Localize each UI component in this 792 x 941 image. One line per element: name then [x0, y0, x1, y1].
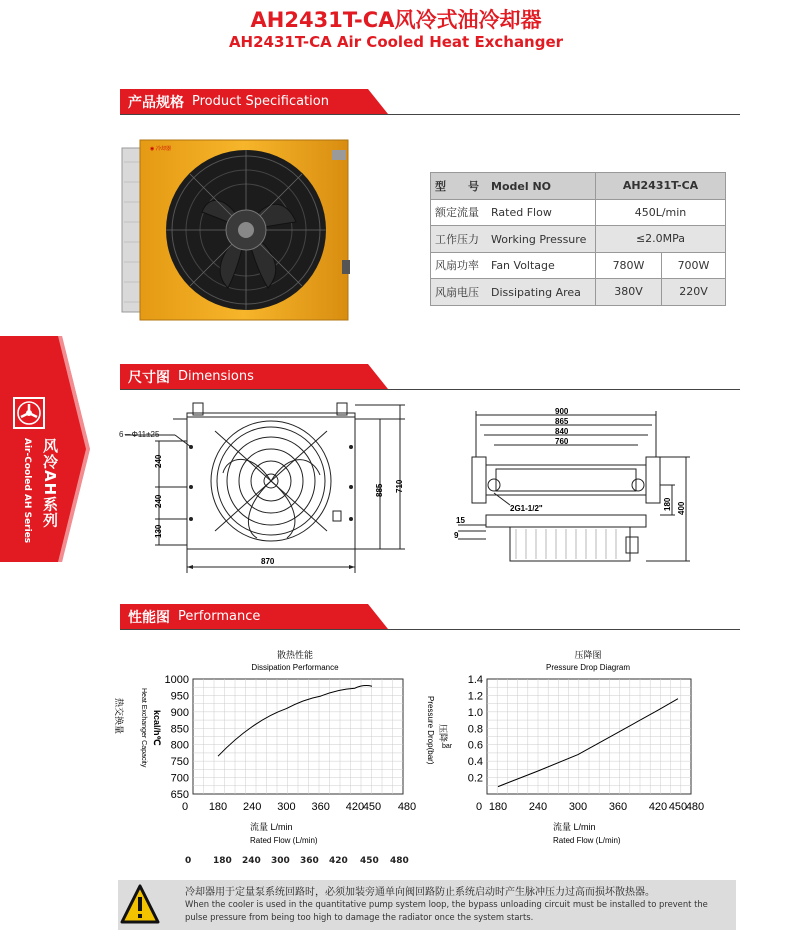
x-tick-label: 240 — [243, 801, 262, 813]
tick-label: 360 — [300, 856, 319, 866]
x-label-en: Rated Flow (L/min) — [250, 836, 318, 845]
section-underline — [120, 114, 738, 115]
row-label-en: Fan Voltage — [491, 259, 555, 273]
section-title-en: Product Specification — [192, 94, 329, 109]
x-tick-label: 450 — [668, 801, 688, 813]
side-tab-text — [22, 438, 62, 558]
y-label-en: Heat Exchanger Capacity — [140, 688, 147, 768]
y-tick-label: 0.4 — [467, 756, 483, 769]
x-tick-label: 480 — [685, 801, 705, 813]
x-tick-label: 240 — [528, 801, 548, 813]
row-label-en: Model NO — [491, 179, 551, 193]
section-title-en: Performance — [178, 609, 261, 624]
dim-h400: 400 — [677, 501, 686, 515]
row-value: 700W — [662, 252, 726, 279]
table-row — [431, 279, 726, 306]
row-label-en: Working Pressure — [491, 232, 587, 246]
row-value: 450L/min — [596, 199, 726, 226]
spec-table — [430, 172, 726, 306]
dimension-drawing-front — [115, 395, 420, 580]
section-header-dim — [120, 364, 364, 389]
y-tick-label: 1.0 — [467, 706, 483, 719]
x-tick-label: 420 — [648, 801, 668, 813]
row-label-cn: 风扇功率 — [435, 259, 479, 273]
x-tick-label: 300 — [568, 801, 588, 813]
y-tick-label: 0.2 — [467, 772, 483, 785]
series-line — [218, 686, 372, 757]
x-tick-label: 360 — [608, 801, 628, 813]
dim-w760: 760 — [555, 437, 569, 446]
y-unit: kcal/h℃ — [152, 710, 162, 746]
row-label-cn: 工作压力 — [435, 232, 479, 246]
x-label-cn: 流量 L/min — [250, 822, 293, 832]
warning-text-en: When the cooler is used in the quantitative pump system loop, the bypass unloading circuit must be installed to prevent the pulse pressure from being too high to damage the radiator once the system starts. — [185, 899, 708, 922]
warning-icon — [120, 882, 160, 928]
dim-h710: 710 — [395, 479, 404, 493]
y-tick-label: 800 — [170, 739, 189, 752]
table-row — [431, 173, 726, 200]
y-label-en: Pressure Drop(bar) — [426, 696, 435, 765]
section-divider — [362, 89, 742, 117]
x-tick-label: 180 — [208, 801, 228, 813]
y-label-cn: 热交换量 — [114, 698, 124, 735]
row-label-cn: 额定流量 — [435, 206, 479, 220]
tick-label: 480 — [390, 856, 409, 866]
dissipation-chart — [110, 640, 420, 850]
table-row — [431, 226, 726, 253]
dim-v240b: 240 — [154, 494, 163, 508]
chart-title-en: Pressure Drop Diagram — [545, 663, 631, 672]
y-tick-label: 700 — [170, 772, 189, 785]
x-label-cn: 流量 L/min — [553, 822, 596, 832]
tick-label: 420 — [329, 856, 348, 866]
row-value: 220V — [662, 279, 726, 306]
row-value: 780W — [596, 252, 662, 279]
section-divider — [362, 364, 742, 392]
y-tick-label: 650 — [170, 789, 189, 801]
tick-label: 450 — [360, 856, 379, 866]
page-subtitle: AH2431T-CA Air Cooled Heat Exchanger — [228, 33, 564, 51]
dim-holes: 6－Φ11±25 — [119, 430, 160, 439]
pressure-drop-chart — [420, 640, 730, 850]
row-label-cn: 型 号 — [435, 179, 479, 193]
page-title: AH2431T-CA风冷式油冷却器 — [250, 8, 542, 32]
dim-v240a: 240 — [154, 454, 163, 468]
section-underline — [120, 629, 738, 630]
y-tick-label: 0.8 — [467, 723, 483, 736]
y-tick-label: 950 — [170, 690, 189, 703]
side-tab-en: Air-Cooled AH Series — [22, 438, 32, 544]
dim-h885: 885 — [375, 483, 384, 497]
side-tab-cn: 风冷AH系列 — [41, 438, 59, 529]
y-tick-label: 750 — [170, 756, 189, 769]
y-tick-label: 1.4 — [467, 674, 483, 686]
section-underline — [120, 389, 738, 390]
y-tick-label: 850 — [170, 723, 189, 736]
dim-h180: 180 — [663, 497, 672, 511]
tick-label: 0 — [185, 856, 192, 866]
x-tick-label: 420 — [345, 801, 365, 813]
section-title-en: Dimensions — [178, 369, 254, 384]
section-title-cn: 尺寸图 — [128, 369, 170, 386]
section-title-cn: 产品规格 — [128, 94, 184, 111]
section-header-spec — [120, 89, 364, 114]
dim-v130: 130 — [154, 524, 163, 538]
dim-w900: 900 — [555, 407, 569, 416]
row-label-cn: 风扇电压 — [435, 285, 479, 299]
dim-w865: 865 — [555, 417, 569, 426]
x-tick-label: 450 — [362, 801, 382, 813]
warning-text-cn: 冷却器用于定量泵系统回路时，必须加装旁通单向阀回路防止系统启动时产生脉冲压力过高而损坏散热器。 — [185, 887, 655, 898]
chart-title-en: Dissipation Performance — [251, 663, 339, 672]
y-tick-label: 900 — [170, 706, 189, 719]
table-row — [431, 252, 726, 279]
tick-label: 240 — [242, 856, 261, 866]
y-tick-label: 1.2 — [467, 690, 483, 703]
chart-title-cn: 压降图 — [574, 650, 602, 660]
row-value: 380V — [596, 279, 662, 306]
row-label-en: Rated Flow — [491, 206, 552, 220]
y-tick-label: 1000 — [164, 674, 189, 686]
x-tick-label: 0 — [475, 801, 483, 813]
dim-port: 2G1-1/2" — [510, 504, 543, 513]
dim-w840: 840 — [555, 427, 569, 436]
y-tick-label: 0.6 — [467, 739, 483, 752]
table-row — [431, 199, 726, 226]
product-photo — [118, 132, 358, 324]
section-header-perf — [120, 604, 364, 629]
row-value: ≤2.0MPa — [596, 226, 726, 253]
dim-h9: 9 — [454, 531, 459, 540]
tick-label: 180 — [213, 856, 232, 866]
x-tick-label: 0 — [181, 801, 189, 813]
dim-h870: 870 — [261, 557, 275, 566]
x-tick-label: 300 — [277, 801, 296, 813]
section-divider — [362, 604, 742, 632]
x-label-en: Rated Flow (L/min) — [553, 836, 621, 845]
row-value: AH2431T-CA — [596, 173, 726, 200]
y-label-cn: 压降 — [438, 724, 448, 743]
chart-title-cn: 散热性能 — [276, 650, 314, 660]
y-unit: bar — [442, 743, 453, 750]
x-tick-label: 480 — [397, 801, 417, 813]
x-tick-label: 180 — [488, 801, 508, 813]
tick-label: 300 — [271, 856, 290, 866]
dim-h15: 15 — [456, 516, 465, 525]
svg-text:◉ 冷却器: ◉ 冷却器 — [150, 146, 171, 152]
row-label-en: Dissipating Area — [491, 285, 581, 299]
dimension-drawing-side — [450, 405, 700, 575]
section-title-cn: 性能图 — [128, 609, 170, 626]
x-tick-label: 360 — [311, 801, 330, 813]
